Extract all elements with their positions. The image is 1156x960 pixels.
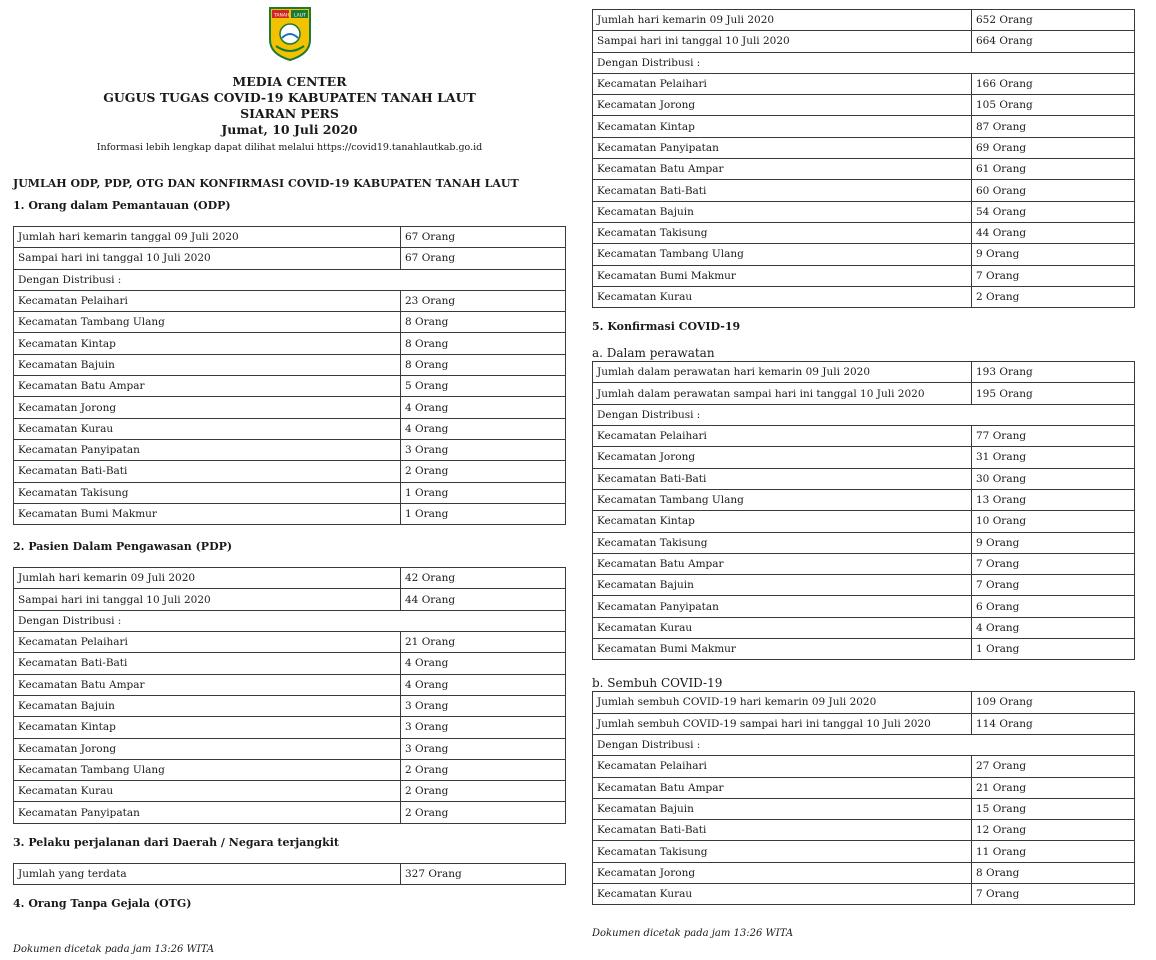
summary-row bbox=[593, 713, 1135, 734]
distribution-row bbox=[14, 695, 566, 716]
distribution-row bbox=[593, 841, 1135, 862]
distribution-row bbox=[593, 756, 1135, 777]
row-label: Kecamatan Takisung bbox=[593, 532, 972, 553]
section-konfirmasi-title: 5. Konfirmasi COVID-19 bbox=[592, 320, 741, 334]
row-value: 9 Orang bbox=[972, 244, 1135, 265]
distribution-row bbox=[14, 674, 566, 695]
section-pdp-title: 2. Pasien Dalam Pengawasan (PDP) bbox=[13, 540, 233, 554]
row-label: Kecamatan Pelaihari bbox=[593, 73, 972, 94]
distribution-row bbox=[593, 777, 1135, 798]
row-value: 3 Orang bbox=[401, 695, 566, 716]
row-label: Kecamatan Bajuin bbox=[593, 575, 972, 596]
row-value: 166 Orang bbox=[972, 73, 1135, 94]
row-label: Kecamatan Panyipatan bbox=[593, 596, 972, 617]
press-header bbox=[13, 6, 566, 155]
distribution-row bbox=[593, 532, 1135, 553]
row-label: Kecamatan Bati-Bati bbox=[593, 468, 972, 489]
distribution-row bbox=[14, 312, 566, 333]
distribution-row bbox=[14, 802, 566, 823]
distribution-header-row bbox=[14, 610, 566, 631]
distribution-row bbox=[14, 632, 566, 653]
row-value: 8 Orang bbox=[401, 312, 566, 333]
row-label: Kecamatan Jorong bbox=[593, 862, 972, 883]
row-label: Kecamatan Kurau bbox=[593, 883, 972, 904]
perawatan-table bbox=[592, 361, 1135, 660]
emblem-text-tanah: TANAH bbox=[273, 13, 289, 19]
perawatan-subtitle: a. Dalam perawatan bbox=[592, 346, 715, 361]
row-value: 77 Orang bbox=[972, 426, 1135, 447]
row-value: 9 Orang bbox=[972, 532, 1135, 553]
row-value: 13 Orang bbox=[972, 489, 1135, 510]
distribution-row bbox=[593, 511, 1135, 532]
row-label: Jumlah hari kemarin tanggal 09 Juli 2020 bbox=[14, 227, 401, 248]
row-value: 4 Orang bbox=[401, 653, 566, 674]
row-value: 67 Orang bbox=[401, 248, 566, 269]
distribution-row bbox=[593, 617, 1135, 638]
distribution-row bbox=[14, 376, 566, 397]
row-value: 4 Orang bbox=[972, 617, 1135, 638]
distribution-row bbox=[593, 468, 1135, 489]
distribution-row bbox=[593, 862, 1135, 883]
distribution-row bbox=[593, 222, 1135, 243]
row-value: 7 Orang bbox=[972, 553, 1135, 574]
distribution-label: Dengan Distribusi : bbox=[593, 52, 1135, 73]
distribution-row bbox=[593, 286, 1135, 307]
row-value: 6 Orang bbox=[972, 596, 1135, 617]
row-label: Kecamatan Tambang Ulang bbox=[593, 489, 972, 510]
distribution-row bbox=[593, 798, 1135, 819]
row-label: Kecamatan Takisung bbox=[593, 222, 972, 243]
row-value: 105 Orang bbox=[972, 95, 1135, 116]
row-label: Kecamatan Bumi Makmur bbox=[14, 503, 401, 524]
row-label: Kecamatan Bati-Bati bbox=[593, 180, 972, 201]
distribution-label: Dengan Distribusi : bbox=[14, 269, 566, 290]
row-label: Jumlah hari kemarin 09 Juli 2020 bbox=[593, 10, 972, 31]
row-label: Kecamatan Bumi Makmur bbox=[593, 265, 972, 286]
row-label: Jumlah dalam perawatan sampai hari ini tanggal 10 Juli 2020 bbox=[593, 383, 972, 404]
row-label: Kecamatan Jorong bbox=[14, 738, 401, 759]
row-label: Jumlah dalam perawatan hari kemarin 09 Juli 2020 bbox=[593, 362, 972, 383]
row-value: 31 Orang bbox=[972, 447, 1135, 468]
row-value: 7 Orang bbox=[972, 883, 1135, 904]
distribution-row bbox=[14, 354, 566, 375]
row-label: Kecamatan Bati-Bati bbox=[14, 461, 401, 482]
distribution-row bbox=[593, 447, 1135, 468]
distribution-row bbox=[14, 738, 566, 759]
row-label: Kecamatan Tambang Ulang bbox=[593, 244, 972, 265]
distribution-label: Dengan Distribusi : bbox=[593, 404, 1135, 425]
row-value: 61 Orang bbox=[972, 159, 1135, 180]
distribution-row bbox=[593, 180, 1135, 201]
distribution-row bbox=[593, 489, 1135, 510]
summary-row bbox=[593, 10, 1135, 31]
header-press-release: SIARAN PERS bbox=[240, 106, 339, 121]
row-value: 2 Orang bbox=[401, 802, 566, 823]
row-value: 44 Orang bbox=[401, 589, 566, 610]
row-label: Kecamatan Bajuin bbox=[593, 201, 972, 222]
row-value: 3 Orang bbox=[401, 738, 566, 759]
header-info-link: Informasi lebih lengkap dapat dilihat melalui https://covid19.tanahlautkab.go.id bbox=[96, 142, 483, 153]
distribution-row bbox=[593, 116, 1135, 137]
row-label: Kecamatan Bati-Bati bbox=[14, 653, 401, 674]
row-value: 30 Orang bbox=[972, 468, 1135, 489]
sembuh-table bbox=[592, 691, 1135, 905]
distribution-row bbox=[593, 244, 1135, 265]
row-label: Kecamatan Takisung bbox=[14, 482, 401, 503]
travel-table bbox=[13, 863, 566, 885]
row-value: 195 Orang bbox=[972, 383, 1135, 404]
distribution-row bbox=[593, 575, 1135, 596]
distribution-label: Dengan Distribusi : bbox=[14, 610, 566, 631]
row-value: 1 Orang bbox=[972, 639, 1135, 660]
row-label: Kecamatan Kintap bbox=[14, 333, 401, 354]
row-value: 8 Orang bbox=[401, 333, 566, 354]
row-value: 114 Orang bbox=[972, 713, 1135, 734]
row-value: 652 Orang bbox=[972, 10, 1135, 31]
row-label: Kecamatan Kurau bbox=[14, 781, 401, 802]
row-value: 21 Orang bbox=[972, 777, 1135, 798]
row-value: 15 Orang bbox=[972, 798, 1135, 819]
row-value: 3 Orang bbox=[401, 717, 566, 738]
distribution-row bbox=[593, 883, 1135, 904]
row-label: Kecamatan Jorong bbox=[593, 95, 972, 116]
summary-row bbox=[14, 863, 566, 884]
row-value: 1 Orang bbox=[401, 503, 566, 524]
footer-print-time-right: Dokumen dicetak pada jam 13:26 WITA bbox=[592, 928, 794, 939]
row-label: Kecamatan Pelaihari bbox=[14, 632, 401, 653]
summary-row bbox=[14, 568, 566, 589]
row-value: 69 Orang bbox=[972, 137, 1135, 158]
row-value: 4 Orang bbox=[401, 397, 566, 418]
distribution-row bbox=[14, 439, 566, 460]
summary-row bbox=[593, 692, 1135, 713]
left-column bbox=[13, 0, 566, 911]
row-value: 2 Orang bbox=[972, 286, 1135, 307]
tanah-laut-emblem-icon bbox=[268, 6, 312, 62]
row-value: 54 Orang bbox=[972, 201, 1135, 222]
document-title: JUMLAH ODP, PDP, OTG DAN KONFIRMASI COVID-19 KABUPATEN TANAH LAUT bbox=[13, 177, 519, 190]
odp-table bbox=[13, 226, 566, 525]
distribution-row bbox=[593, 73, 1135, 94]
pdp-table bbox=[13, 567, 566, 824]
distribution-header-row bbox=[593, 52, 1135, 73]
row-value: 60 Orang bbox=[972, 180, 1135, 201]
row-label: Kecamatan Bajuin bbox=[593, 798, 972, 819]
distribution-row bbox=[593, 201, 1135, 222]
row-label: Kecamatan Batu Ampar bbox=[593, 777, 972, 798]
summary-row bbox=[593, 31, 1135, 52]
row-label: Sampai hari ini tanggal 10 Juli 2020 bbox=[14, 589, 401, 610]
row-label: Kecamatan Batu Ampar bbox=[14, 674, 401, 695]
distribution-row bbox=[593, 639, 1135, 660]
row-label: Kecamatan Takisung bbox=[593, 841, 972, 862]
header-media-center: MEDIA CENTER bbox=[232, 74, 347, 89]
distribution-row bbox=[593, 95, 1135, 116]
sembuh-subtitle: b. Sembuh COVID-19 bbox=[592, 676, 723, 691]
row-value: 193 Orang bbox=[972, 362, 1135, 383]
distribution-row bbox=[14, 461, 566, 482]
row-value: 4 Orang bbox=[401, 674, 566, 695]
distribution-label: Dengan Distribusi : bbox=[593, 734, 1135, 755]
row-label: Kecamatan Bumi Makmur bbox=[593, 639, 972, 660]
distribution-row bbox=[593, 137, 1135, 158]
row-value: 10 Orang bbox=[972, 511, 1135, 532]
row-label: Kecamatan Pelaihari bbox=[593, 426, 972, 447]
distribution-header-row bbox=[593, 404, 1135, 425]
header-date: Jumat, 10 Juli 2020 bbox=[221, 122, 358, 137]
row-value: 7 Orang bbox=[972, 575, 1135, 596]
row-label: Kecamatan Bajuin bbox=[14, 695, 401, 716]
row-label: Sampai hari ini tanggal 10 Juli 2020 bbox=[593, 31, 972, 52]
distribution-row bbox=[593, 159, 1135, 180]
row-value: 87 Orang bbox=[972, 116, 1135, 137]
row-value: 27 Orang bbox=[972, 756, 1135, 777]
summary-row bbox=[593, 362, 1135, 383]
distribution-row bbox=[14, 397, 566, 418]
distribution-row bbox=[593, 553, 1135, 574]
row-value: 109 Orang bbox=[972, 692, 1135, 713]
row-value: 2 Orang bbox=[401, 759, 566, 780]
distribution-row bbox=[14, 503, 566, 524]
distribution-row bbox=[14, 333, 566, 354]
header-task-force: GUGUS TUGAS COVID-19 KABUPATEN TANAH LAUT bbox=[103, 90, 476, 105]
row-label: Kecamatan Kurau bbox=[593, 286, 972, 307]
row-label: Kecamatan Panyipatan bbox=[593, 137, 972, 158]
row-label: Jumlah sembuh COVID-19 sampai hari ini tanggal 10 Juli 2020 bbox=[593, 713, 972, 734]
row-value: 3 Orang bbox=[401, 439, 566, 460]
distribution-row bbox=[14, 653, 566, 674]
distribution-row bbox=[14, 482, 566, 503]
distribution-row bbox=[593, 596, 1135, 617]
otg-table bbox=[592, 9, 1135, 308]
row-label: Kecamatan Kintap bbox=[593, 511, 972, 532]
row-value: 11 Orang bbox=[972, 841, 1135, 862]
row-value: 21 Orang bbox=[401, 632, 566, 653]
distribution-row bbox=[14, 717, 566, 738]
row-label: Kecamatan Kintap bbox=[593, 116, 972, 137]
section-otg-title: 4. Orang Tanpa Gejala (OTG) bbox=[13, 897, 192, 911]
row-label: Kecamatan Kurau bbox=[14, 418, 401, 439]
distribution-row bbox=[14, 290, 566, 311]
distribution-row bbox=[593, 265, 1135, 286]
row-label: Jumlah sembuh COVID-19 hari kemarin 09 Juli 2020 bbox=[593, 692, 972, 713]
row-value: 8 Orang bbox=[401, 354, 566, 375]
row-value: 44 Orang bbox=[972, 222, 1135, 243]
row-value: 327 Orang bbox=[401, 863, 566, 884]
row-value: 2 Orang bbox=[401, 781, 566, 802]
row-value: 12 Orang bbox=[972, 820, 1135, 841]
row-label: Kecamatan Pelaihari bbox=[14, 290, 401, 311]
row-value: 42 Orang bbox=[401, 568, 566, 589]
distribution-header-row bbox=[593, 734, 1135, 755]
row-label: Kecamatan Jorong bbox=[593, 447, 972, 468]
distribution-header-row bbox=[14, 269, 566, 290]
footer-print-time-left: Dokumen dicetak pada jam 13:26 WITA bbox=[13, 944, 215, 955]
row-value: 2 Orang bbox=[401, 461, 566, 482]
row-label: Kecamatan Bajuin bbox=[14, 354, 401, 375]
distribution-row bbox=[14, 759, 566, 780]
distribution-row bbox=[593, 426, 1135, 447]
row-label: Kecamatan Tambang Ulang bbox=[14, 759, 401, 780]
row-value: 23 Orang bbox=[401, 290, 566, 311]
row-label: Kecamatan Pelaihari bbox=[593, 756, 972, 777]
row-label: Kecamatan Jorong bbox=[14, 397, 401, 418]
row-label: Jumlah hari kemarin 09 Juli 2020 bbox=[14, 568, 401, 589]
row-label: Kecamatan Panyipatan bbox=[14, 802, 401, 823]
row-value: 8 Orang bbox=[972, 862, 1135, 883]
summary-row bbox=[14, 589, 566, 610]
distribution-row bbox=[593, 820, 1135, 841]
section-travel-title: 3. Pelaku perjalanan dari Daerah / Negara terjangkit bbox=[13, 835, 339, 849]
row-label: Kecamatan Kurau bbox=[593, 617, 972, 638]
row-label: Kecamatan Batu Ampar bbox=[593, 159, 972, 180]
right-column bbox=[592, 9, 1135, 905]
summary-row bbox=[14, 248, 566, 269]
row-value: 67 Orang bbox=[401, 227, 566, 248]
row-label: Kecamatan Bati-Bati bbox=[593, 820, 972, 841]
distribution-row bbox=[14, 418, 566, 439]
emblem-text-laut: LAUT bbox=[293, 13, 306, 19]
distribution-row bbox=[14, 781, 566, 802]
row-label: Kecamatan Kintap bbox=[14, 717, 401, 738]
summary-row bbox=[593, 383, 1135, 404]
row-label: Kecamatan Batu Ampar bbox=[14, 376, 401, 397]
row-value: 7 Orang bbox=[972, 265, 1135, 286]
row-label: Sampai hari ini tanggal 10 Juli 2020 bbox=[14, 248, 401, 269]
row-label: Kecamatan Panyipatan bbox=[14, 439, 401, 460]
row-label: Kecamatan Batu Ampar bbox=[593, 553, 972, 574]
section-odp-title: 1. Orang dalam Pemantauan (ODP) bbox=[13, 199, 231, 212]
row-value: 664 Orang bbox=[972, 31, 1135, 52]
row-value: 5 Orang bbox=[401, 376, 566, 397]
row-label: Kecamatan Tambang Ulang bbox=[14, 312, 401, 333]
summary-row bbox=[14, 227, 566, 248]
row-value: 1 Orang bbox=[401, 482, 566, 503]
row-label: Jumlah yang terdata bbox=[14, 863, 401, 884]
row-value: 4 Orang bbox=[401, 418, 566, 439]
